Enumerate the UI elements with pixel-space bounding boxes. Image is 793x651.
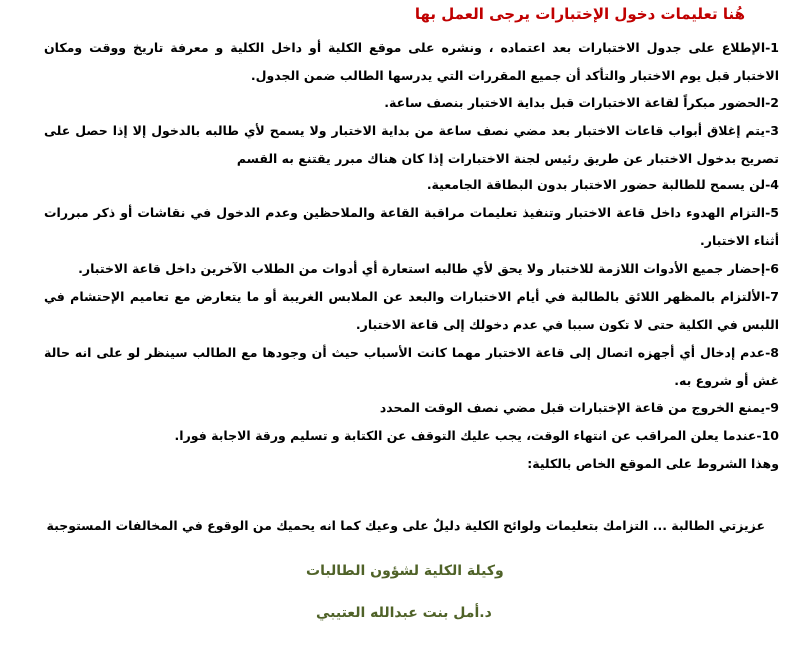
document-title: هُنا تعليمات دخول الإختبارات يرجى العمل بها bbox=[414, 5, 745, 23]
rule-item: 3-يتم إغلاق أبواب قاعات الاختبار بعد مضي نصف ساعة من بداية الاختبار ولا يسمح لأي طالبه بالدخول إلا إذا حصل على تصريح بدخول الاختبار عن طريق رئيس لجنة الاختبارات إذا كان هناك مبرر يقتنع به القسم bbox=[44, 123, 779, 166]
rule-item: 1-الإطلاع على جدول الاختبارات بعد اعتماده ، ونشره على موقع الكلية أو داخل الكلية و معرفة تاريخ ووقت ومكان الاختبار قبل يوم الاختبار والتأكد أن جميع المقررات التي يدرسها الطالب ضمن الجدول. bbox=[44, 40, 779, 83]
rule-item: 10-عندما يعلن المراقب عن انتهاء الوقت، يجب عليك التوقف عن الكتابة و تسليم ورقة الاجابة فورا. bbox=[174, 428, 779, 443]
rule-item: 5-التزام الهدوء داخل قاعة الاختبار وتنفيذ تعليمات مراقبة القاعة والملاحظين وعدم الدخول في نقاشات أو ذكر مبررات أثناء الاختبار. bbox=[44, 205, 779, 248]
rule-item: 9-يمنع الخروج من قاعة الإختبارات قبل مضي نصف الوقت المحدد bbox=[379, 400, 779, 415]
signer-name: د.أمل بنت عبدالله العتيبي bbox=[316, 605, 492, 621]
website-note: وهذا الشروط على الموقع الخاص بالكلية: bbox=[527, 456, 779, 471]
rule-item: 2-الحضور مبكراً لقاعة الاختبارات قبل بداية الاختبار بنصف ساعة. bbox=[384, 95, 779, 110]
rule-item: 4-لن يسمح للطالبة حضور الاختبار بدون البطاقة الجامعية. bbox=[426, 177, 779, 192]
advice-paragraph: عزيزتي الطالبة ... التزامك بتعليمات ولوائح الكلية دليلٌ على وعيك كما انه يحميك من الوقوع في المخالفات المستوجبة bbox=[46, 518, 765, 533]
signer-title: وكيلة الكلية لشؤون الطالبات bbox=[306, 563, 504, 579]
rule-item: 6-إحضار جميع الأدوات اللازمة للاختبار ولا يحق لأي طالبه استعارة أي أدوات من الطلاب الآخرين داخل قاعة الاختبار. bbox=[78, 261, 779, 276]
rule-item: 8-عدم إدخال أي أجهزه اتصال إلى قاعة الاختبار مهما كانت الأسباب حيث أن وجودها مع الطالب سينظر لو على انه حالة غش أو شروع به. bbox=[44, 345, 779, 388]
rule-item: 7-الألتزام بالمظهر اللائق بالطالبة في أيام الاختبارات والبعد عن الملابس الغريبة أو ما يتعارض مع تعاميم الإحتشام في اللبس في الكلية حتى لا تكون سببا في عدم دخولك إلى قاعة الاختبار. bbox=[44, 289, 779, 332]
